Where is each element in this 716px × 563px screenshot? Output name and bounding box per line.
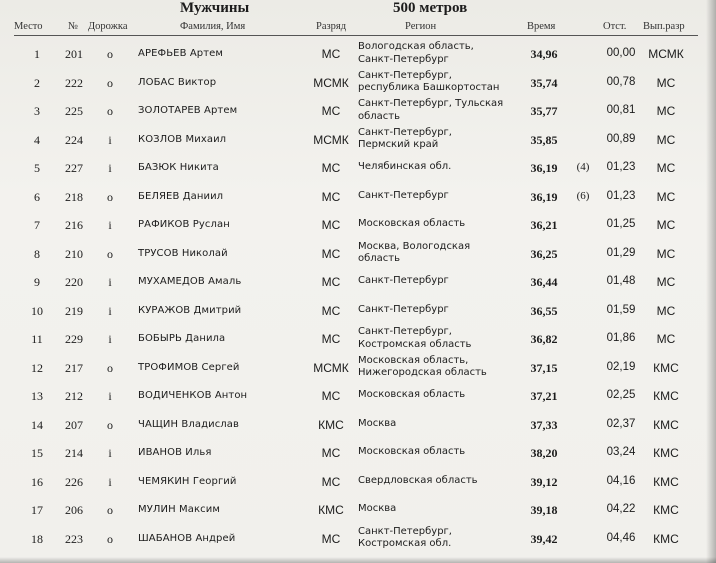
rank-cell: МСМК	[313, 132, 349, 147]
gap-cell: 01,25	[606, 218, 636, 230]
place-cell: 17	[31, 503, 43, 517]
number-cell: 216	[65, 218, 83, 232]
place-cell: 9	[34, 275, 40, 289]
lane-cell: о	[107, 189, 113, 204]
region-line-1: Санкт-Петербург, Тульская	[358, 98, 504, 109]
result-rank-cell: МС	[656, 332, 676, 346]
table-row	[0, 125, 716, 154]
name-cell: ТРУСОВ Николай	[138, 247, 228, 259]
region-line-1: Московская область	[358, 218, 466, 229]
region-cell	[358, 475, 478, 488]
rank-cell: МС	[321, 275, 341, 289]
rank-cell: МС	[321, 474, 341, 489]
time-cell: 36,19	[530, 189, 558, 204]
gap-cell: 00,78	[606, 75, 636, 88]
number-cell: 218	[65, 189, 83, 204]
col-rank: Разряд	[316, 21, 347, 32]
lane-cell: i	[108, 303, 112, 318]
table-header	[0, 21, 716, 35]
note-cell: (4)	[576, 161, 590, 173]
place-cell: 6	[34, 189, 40, 204]
region-cell	[358, 389, 465, 402]
number-cell: 212	[65, 389, 83, 403]
gap-cell: 00,81	[606, 104, 636, 116]
region-cell	[358, 446, 465, 459]
time-cell: 36,55	[530, 303, 558, 318]
place-cell: 12	[31, 360, 43, 375]
region-cell	[358, 41, 474, 66]
table-row	[0, 182, 716, 211]
gap-cell: 04,46	[606, 531, 636, 544]
col-place: Место	[14, 21, 43, 32]
place-cell: 18	[31, 531, 43, 546]
number-cell: 225	[65, 104, 83, 118]
result-rank-cell: КМС	[653, 446, 679, 460]
result-rank-cell: МС	[656, 132, 676, 147]
name-cell: МУЛИН Максим	[138, 504, 220, 515]
name-cell: ТРОФИМОВ Сергей	[138, 361, 240, 373]
table-row	[0, 296, 716, 325]
col-region: Регион	[405, 21, 437, 32]
table-row	[0, 524, 716, 553]
table-row	[0, 68, 716, 97]
number-cell: 207	[65, 417, 83, 432]
lane-cell: о	[107, 47, 113, 61]
name-cell: ЧЕМЯКИН Георгий	[138, 475, 237, 487]
name-cell: МУХАМЕДОВ Амаль	[138, 276, 242, 287]
rank-cell: МС	[321, 161, 341, 175]
gap-cell: 04,22	[606, 503, 636, 515]
lane-cell: i	[108, 446, 112, 460]
time-cell: 36,44	[530, 275, 558, 289]
lane-cell: i	[108, 218, 112, 232]
gap-cell: 03,24	[606, 446, 636, 458]
gap-cell: 01,86	[606, 332, 636, 344]
time-cell: 35,85	[530, 132, 558, 147]
result-rank-cell: МС	[656, 303, 676, 318]
time-cell: 38,20	[530, 446, 558, 460]
region-cell	[358, 127, 452, 152]
lane-cell: i	[108, 389, 112, 403]
lane-cell: о	[107, 531, 113, 546]
name-cell: АРЕФЬЕВ Артем	[138, 48, 224, 59]
page-edge-shadow	[706, 0, 716, 563]
time-cell: 36,82	[530, 332, 558, 346]
number-cell: 220	[65, 275, 83, 289]
table-row	[0, 410, 716, 439]
name-cell: КУРАЖОВ Дмитрий	[138, 304, 242, 316]
result-rank-cell: МС	[656, 161, 676, 175]
time-cell: 37,15	[530, 360, 558, 375]
table-row	[0, 210, 716, 239]
gender-title: Мужчины	[180, 0, 250, 16]
region-line-1: Московская область,	[358, 354, 469, 366]
region-cell	[358, 241, 470, 266]
lane-cell: i	[108, 275, 112, 289]
time-cell: 39,42	[530, 531, 558, 546]
number-cell: 210	[65, 246, 83, 261]
result-rank-cell: КМС	[653, 531, 679, 546]
lane-cell: о	[107, 417, 113, 432]
time-cell: 37,33	[530, 417, 558, 432]
rank-cell: МС	[321, 303, 341, 318]
region-line-1: Санкт-Петербург,	[358, 126, 452, 138]
distance-title: 500 метров	[393, 0, 468, 16]
rank-cell: КМС	[318, 503, 344, 517]
rank-cell: МС	[321, 189, 341, 204]
region-line-1: Санкт-Петербург	[358, 189, 449, 201]
region-cell	[358, 98, 503, 123]
gap-cell: 00,89	[606, 132, 636, 145]
rank-cell: МСМК	[313, 360, 349, 375]
time-cell: 34,96	[530, 47, 558, 61]
time-cell: 35,74	[530, 75, 558, 90]
table-row	[0, 153, 716, 182]
col-gap: Отст.	[603, 21, 627, 32]
region-cell	[358, 418, 396, 431]
col-lane: Дорожка	[88, 21, 128, 32]
region-line-1: Москва, Вологодская	[358, 240, 471, 252]
number-cell: 206	[65, 503, 83, 517]
rank-cell: МС	[321, 446, 341, 460]
number-cell: 227	[65, 161, 83, 175]
table-row	[0, 381, 716, 410]
region-line-2: область	[358, 110, 401, 122]
region-cell	[358, 275, 449, 288]
time-cell: 36,19	[530, 161, 558, 175]
time-cell: 36,25	[530, 246, 558, 261]
lane-cell: о	[107, 104, 113, 118]
gap-cell: 01,48	[606, 275, 636, 287]
lane-cell: i	[108, 161, 112, 175]
name-cell: БАЗЮК Никита	[138, 162, 219, 173]
place-cell: 1	[34, 47, 40, 61]
table-row	[0, 438, 716, 467]
number-cell: 222	[65, 75, 83, 90]
region-cell	[358, 526, 452, 551]
region-cell	[358, 326, 471, 351]
number-cell: 214	[65, 446, 83, 460]
gap-cell: 02,37	[606, 417, 636, 430]
region-line-2: Пермский край	[358, 139, 439, 150]
result-rank-cell: КМС	[653, 503, 679, 517]
result-rank-cell: КМС	[653, 360, 679, 375]
place-cell: 5	[34, 161, 40, 175]
result-rank-cell: МС	[656, 104, 676, 118]
result-rank-cell: МС	[656, 218, 676, 232]
time-cell: 39,12	[530, 474, 558, 489]
gap-cell: 01,59	[606, 303, 636, 316]
region-cell	[358, 218, 465, 231]
gap-cell: 02,19	[606, 360, 636, 373]
region-cell	[358, 190, 449, 203]
place-cell: 14	[31, 417, 43, 432]
region-line-1: Свердловская область	[358, 474, 478, 486]
table-row	[0, 467, 716, 496]
table-row	[0, 39, 716, 68]
region-line-1: Санкт-Петербург	[358, 303, 449, 315]
name-cell: ЧАЩИН Владислав	[138, 418, 240, 430]
lane-cell: i	[108, 332, 112, 346]
region-line-1: Вологодская область,	[358, 41, 474, 52]
region-line-1: Санкт-Петербург,	[358, 326, 452, 337]
region-line-1: Москва	[358, 417, 397, 429]
note-cell: (6)	[576, 189, 590, 202]
number-cell: 229	[65, 332, 83, 346]
region-line-2: Костромская обл.	[358, 538, 452, 549]
number-cell: 219	[65, 303, 83, 318]
gap-cell: 00,00	[606, 47, 636, 59]
time-cell: 39,18	[530, 503, 558, 517]
name-cell: ЛОБАС Виктор	[138, 76, 217, 88]
time-cell: 36,21	[530, 218, 558, 232]
region-line-1: Москва	[358, 503, 397, 514]
place-cell: 8	[34, 246, 40, 261]
table-row	[0, 324, 716, 353]
region-line-1: Московская область	[358, 446, 466, 457]
region-line-1: Московская область	[358, 389, 466, 400]
gap-cell: 01,23	[606, 161, 636, 173]
lane-cell: i	[108, 474, 112, 489]
number-cell: 224	[65, 132, 83, 147]
rank-cell: МС	[321, 531, 341, 546]
table-row	[0, 239, 716, 268]
col-number: №	[68, 21, 79, 32]
place-cell: 2	[34, 75, 40, 90]
rank-cell: КМС	[318, 417, 344, 432]
name-cell: БЕЛЯЕВ Даниил	[138, 190, 224, 202]
region-line-1: Санкт-Петербург	[358, 275, 449, 286]
time-cell: 35,77	[530, 104, 558, 118]
name-cell: ИВАНОВ Илья	[138, 447, 212, 458]
name-cell: ЗОЛОТАРЕВ Артем	[138, 105, 238, 116]
result-rank-cell: МС	[656, 189, 676, 204]
results-table	[0, 39, 716, 552]
rank-cell: МС	[321, 389, 341, 403]
region-line-2: Костромская область	[358, 338, 472, 350]
rank-cell: МС	[321, 104, 341, 118]
result-rank-cell: МС	[656, 246, 676, 261]
rank-cell: МСМК	[313, 75, 349, 90]
gap-cell: 02,25	[606, 389, 636, 401]
number-cell: 201	[65, 47, 83, 61]
region-line-1: Санкт-Петербург,	[358, 69, 452, 81]
lane-cell: о	[107, 360, 113, 375]
table-row	[0, 96, 716, 125]
rank-cell: МС	[321, 246, 341, 261]
lane-cell: о	[107, 246, 113, 261]
table-row	[0, 495, 716, 524]
result-rank-cell: МС	[656, 75, 676, 90]
rank-cell: МС	[321, 332, 341, 346]
place-cell: 15	[31, 446, 43, 460]
result-rank-cell: КМС	[653, 474, 679, 489]
region-cell	[358, 355, 487, 380]
result-rank-cell: МСМК	[648, 47, 684, 61]
place-cell: 7	[34, 218, 40, 232]
gap-cell: 04,16	[606, 474, 636, 487]
place-cell: 16	[31, 474, 43, 489]
table-row	[0, 267, 716, 296]
col-name: Фамилия, Имя	[180, 21, 246, 32]
place-cell: 11	[31, 332, 43, 346]
region-line-1: Санкт-Петербург,	[358, 525, 452, 537]
name-cell: КОЗЛОВ Михаил	[138, 133, 227, 145]
region-cell	[358, 70, 499, 95]
lane-cell: о	[107, 503, 113, 517]
region-line-2: Санкт-Петербург	[358, 53, 449, 65]
table-row	[0, 353, 716, 382]
region-cell	[358, 503, 396, 516]
result-rank-cell: МС	[656, 275, 676, 289]
place-cell: 13	[31, 389, 43, 403]
rank-cell: МС	[321, 47, 341, 61]
col-result-rank: Вып.разр	[643, 21, 685, 32]
region-line-2: республика Башкортостан	[358, 82, 500, 93]
lane-cell: i	[108, 132, 112, 147]
gap-cell: 01,29	[606, 246, 636, 259]
lane-cell: о	[107, 75, 113, 90]
number-cell: 226	[65, 474, 83, 489]
region-cell	[358, 304, 449, 317]
time-cell: 37,21	[530, 389, 558, 403]
name-cell: РАФИКОВ Руслан	[138, 219, 230, 230]
region-cell	[358, 161, 451, 174]
place-cell: 3	[34, 104, 40, 118]
region-line-2: Нижегородская область	[358, 367, 487, 378]
gap-cell: 01,23	[606, 189, 636, 202]
col-time: Время	[527, 21, 556, 32]
number-cell: 223	[65, 531, 83, 546]
place-cell: 4	[34, 132, 40, 147]
name-cell: БОБЫРЬ Данила	[138, 333, 226, 344]
name-cell: ВОДИЧЕНКОВ Антон	[138, 390, 248, 401]
number-cell: 217	[65, 360, 83, 375]
result-rank-cell: КМС	[653, 389, 679, 403]
rank-cell: МС	[321, 218, 341, 232]
place-cell: 10	[31, 303, 43, 318]
region-line-1: Челябинская обл.	[358, 161, 452, 172]
name-cell: ШАБАНОВ Андрей	[138, 532, 236, 544]
header-rule	[14, 35, 698, 36]
page-bottom-shadow	[0, 557, 716, 563]
result-rank-cell: КМС	[653, 417, 679, 432]
region-line-2: область	[358, 253, 401, 264]
